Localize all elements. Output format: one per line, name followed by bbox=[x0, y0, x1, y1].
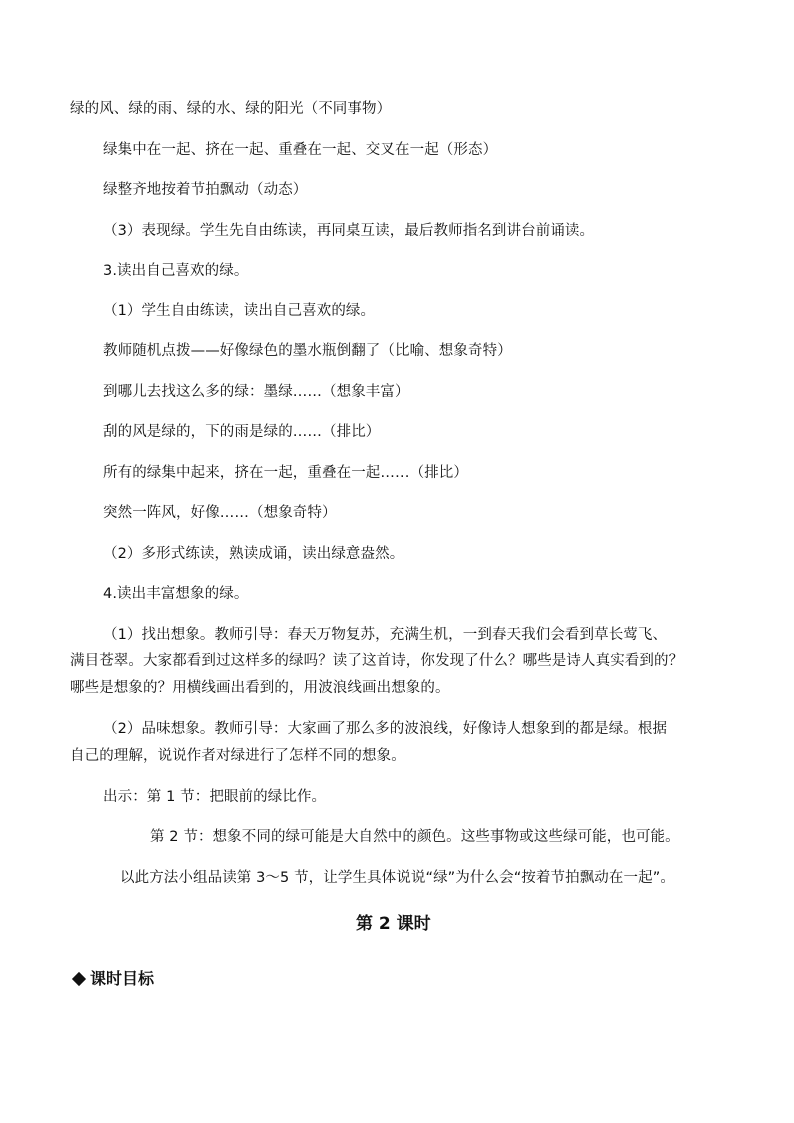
lesson-heading: 第 2 课时 bbox=[356, 914, 431, 934]
text-line-18: 自己的理解，说说作者对绿进行了怎样不同的想象。 bbox=[70, 748, 406, 764]
text-line-14: （1）找出想象。教师引导：春天万物复苏，充满生机，一到春天我们会看到草长莺飞、 bbox=[103, 627, 668, 643]
text-line-21: 以此方法小组品读第 3～5 节，让学生具体说说“绿”为什么会“按着节拍飘动在一起”。 bbox=[120, 870, 675, 886]
text-line-6: （1）学生自由练读，读出自己喜欢的绿。 bbox=[103, 303, 376, 319]
text-line-19: 出示：第 1 节：把眼前的绿比作。 bbox=[103, 789, 327, 805]
text-line-7: 教师随机点拨——好像绿色的墨水瓶倒翻了（比喻、想象奇特） bbox=[103, 343, 512, 359]
text-line-11: 突然一阵风，好像……（想象奇特） bbox=[103, 505, 337, 521]
text-line-16: 哪些是想象的？用横线画出看到的，用波浪线画出想象的。 bbox=[70, 680, 450, 696]
text-line-20: 第 2 节：想象不同的绿可能是大自然中的颜色。这些事物或这些绿可能，也可能。 bbox=[150, 829, 680, 845]
text-line-3: 绿整齐地按着节拍飘动（动态） bbox=[103, 182, 308, 198]
text-line-17: （2）品味想象。教师引导：大家画了那么多的波浪线，好像诗人想象到的都是绿。根据 bbox=[103, 721, 668, 737]
text-line-15: 满目苍翠。大家都看到过这样多的绿吗？读了这首诗，你发现了什么？哪些是诗人真实看到的？ bbox=[70, 653, 684, 669]
text-line-12: （2）多形式练读，熟读成诵，读出绿意盎然。 bbox=[103, 546, 405, 562]
text-line-13: 4.读出丰富想象的绿。 bbox=[103, 586, 249, 602]
text-line-8: 到哪儿去找这么多的绿：墨绿……（想象丰富） bbox=[103, 384, 410, 400]
text-line-1: 绿的风、绿的雨、绿的水、绿的阳光（不同事物） bbox=[70, 101, 392, 117]
text-line-5: 3.读出自己喜欢的绿。 bbox=[103, 263, 249, 279]
section-heading-text: 课时目标 bbox=[90, 969, 155, 988]
text-line-4: （3）表现绿。学生先自由练读，再同桌互读，最后教师指名到讲台前诵读。 bbox=[103, 223, 595, 239]
section-heading bbox=[70, 968, 154, 990]
diamond-bullet-icon bbox=[72, 972, 86, 986]
text-line-2: 绿集中在一起、挤在一起、重叠在一起、交叉在一起（形态） bbox=[103, 142, 498, 158]
text-line-9: 刮的风是绿的，下的雨是绿的……（排比） bbox=[103, 424, 381, 440]
text-line-10: 所有的绿集中起来，挤在一起，重叠在一起……（排比） bbox=[103, 465, 468, 481]
